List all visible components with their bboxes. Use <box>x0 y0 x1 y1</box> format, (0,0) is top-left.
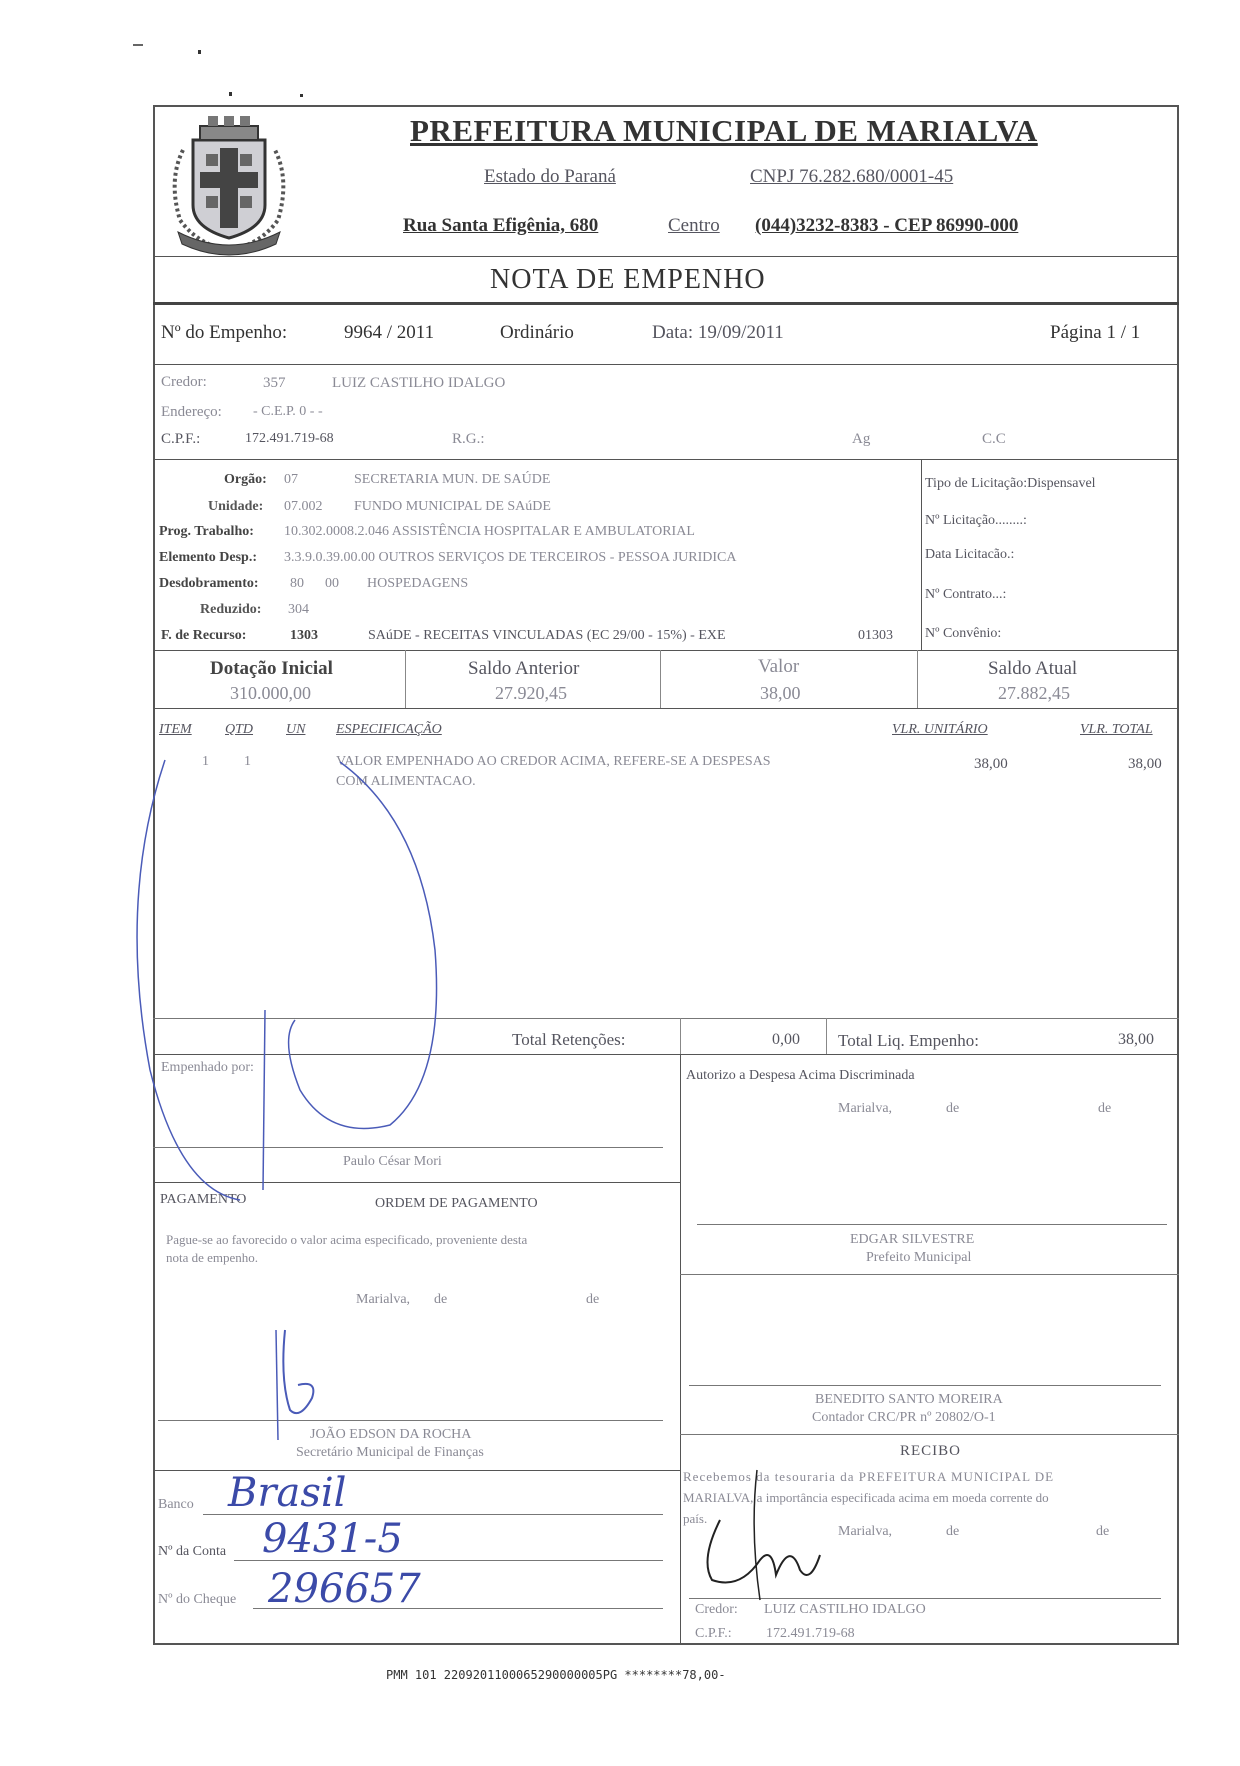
recibo-credor-label: Credor: <box>695 1602 738 1617</box>
autorizo-local: Marialva, <box>838 1101 893 1116</box>
recibo-de1: de <box>946 1524 960 1539</box>
empenho-numero-label: Nº do Empenho: <box>161 322 288 343</box>
credor-nome: LUIZ CASTILHO IDALGO <box>332 375 506 391</box>
credor-endereco-label: Endereço: <box>161 404 222 420</box>
col-item: ITEM <box>159 722 192 737</box>
orgao-cod: 07 <box>284 472 298 487</box>
prog-label: Prog. Trabalho: <box>159 524 254 539</box>
empenho-data: Data: 19/09/2011 <box>652 322 784 343</box>
pagamento-nome: JOÃO EDSON DA ROCHA <box>310 1427 472 1442</box>
pagamento-texto-line2: nota de empenho. <box>166 1250 259 1265</box>
header-telefone-cep: (044)3232-8383 - CEP 86990-000 <box>755 215 1019 236</box>
recurso-label: F. de Recurso: <box>161 628 247 643</box>
header-estado: Estado do Paraná <box>484 166 616 187</box>
autorizo-cargo: Prefeito Municipal <box>866 1250 972 1265</box>
autorizo-nome: EDGAR SILVESTRE <box>850 1232 975 1247</box>
recibo-label: RECIBO <box>900 1443 962 1459</box>
recibo-texto-line2: MARIALVA, a importância especificada acima em moeda corrente do <box>683 1490 1049 1505</box>
autorizo-label: Autorizo a Despesa Acima Discriminada <box>686 1068 915 1083</box>
credor-codigo: 357 <box>263 375 286 391</box>
elemento-label: Elemento Desp.: <box>159 550 257 565</box>
valor-value: 38,00 <box>760 683 801 703</box>
conta-value-handwritten: 9431-5 <box>262 1516 403 1562</box>
prog-value: 10.302.0008.2.046 ASSISTÊNCIA HOSPITALAR E AMBULATORIAL <box>284 524 695 539</box>
licitacao-numero: Nº Licitação........: <box>925 513 1027 528</box>
recibo-credor-nome: LUIZ CASTILHO IDALGO <box>764 1602 926 1617</box>
recibo-de2: de <box>1096 1524 1110 1539</box>
reduzido-value: 304 <box>288 602 309 617</box>
unidade-cod: 07.002 <box>284 499 323 514</box>
pagamento-label: PAGAMENTO <box>160 1192 247 1207</box>
recibo-cpf-value: 172.491.719-68 <box>766 1626 855 1641</box>
col-especificacao: ESPECIFICAÇÃO <box>336 722 442 737</box>
pagamento-texto-line1: Pague-se ao favorecido o valor acima especificado, proveniente desta <box>166 1232 528 1247</box>
empenho-numero: 9964 / 2011 <box>344 322 435 343</box>
item-number: 1 <box>202 754 209 769</box>
recibo-texto-line1: Recebemos da tesouraria da PREFEITURA MUNICIPAL DE <box>683 1469 1055 1484</box>
col-vlr-total: VLR. TOTAL <box>1080 722 1153 737</box>
item-qtd: 1 <box>244 754 251 769</box>
saldo-atual-label: Saldo Atual <box>988 658 1078 679</box>
footer-code: PMM 101 2209201100065290000005PG ********78,00- <box>386 1668 726 1682</box>
recurso-nome: SAúDE - RECEITAS VINCULADAS (EC 29/00 - 15%) - EXE <box>368 628 726 643</box>
desdobramento-label: Desdobramento: <box>159 576 259 591</box>
credor-endereco-value: - C.E.P. 0 - - <box>253 404 323 419</box>
total-retencoes-value: 0,00 <box>772 1031 800 1048</box>
unidade-nome: FUNDO MUNICIPAL DE SAúDE <box>354 499 551 514</box>
contador-nome: BENEDITO SANTO MOREIRA <box>815 1392 1003 1407</box>
saldo-anterior-label: Saldo Anterior <box>468 658 580 679</box>
licitacao-contrato: Nº Contrato...: <box>925 587 1007 602</box>
ordem-pagamento-label: ORDEM DE PAGAMENTO <box>375 1196 538 1211</box>
empenho-pagina: Página 1 / 1 <box>1050 322 1141 343</box>
pagamento-de2: de <box>586 1292 600 1307</box>
conta-label: Nº da Conta <box>158 1544 227 1559</box>
total-liquido-value: 38,00 <box>1118 1031 1154 1048</box>
pagamento-local: Marialva, <box>356 1292 411 1307</box>
saldo-atual-value: 27.882,45 <box>998 683 1070 703</box>
empenho-tipo: Ordinário <box>500 322 574 343</box>
autorizo-de1: de <box>946 1101 960 1116</box>
credor-cpf-value: 172.491.719-68 <box>245 431 334 446</box>
recibo-texto-line3: país. <box>683 1511 708 1526</box>
empenhado-por-label: Empenhado por: <box>161 1060 254 1075</box>
col-un: UN <box>286 722 306 737</box>
orgao-label: Orgão: <box>224 472 267 487</box>
orgao-nome: SECRETARIA MUN. DE SAÚDE <box>354 472 551 487</box>
valor-label: Valor <box>758 656 800 677</box>
recurso-num: 01303 <box>858 628 893 643</box>
unidade-label: Unidade: <box>208 499 264 514</box>
item-vlr-total: 38,00 <box>1128 756 1162 772</box>
doc-title: NOTA DE EMPENHO <box>490 264 766 295</box>
credor-cpf-label: C.P.F.: <box>161 431 201 447</box>
credor-label: Credor: <box>161 374 207 390</box>
cheque-value-handwritten: 296657 <box>268 1566 421 1612</box>
total-retencoes-label: Total Retenções: <box>512 1030 626 1049</box>
pagamento-cargo: Secretário Municipal de Finanças <box>296 1445 484 1460</box>
total-liquido-label: Total Liq. Empenho: <box>838 1031 979 1050</box>
dotacao-inicial-value: 310.000,00 <box>230 683 311 703</box>
banco-label: Banco <box>158 1497 194 1512</box>
licitacao-data: Data Licitacão.: <box>925 547 1015 562</box>
recibo-local: Marialva, <box>838 1524 893 1539</box>
recibo-cpf-label: C.P.F.: <box>695 1626 732 1641</box>
credor-ag-label: Ag <box>852 431 871 447</box>
header-title: PREFEITURA MUNICIPAL DE MARIALVA <box>410 113 1038 148</box>
col-qtd: QTD <box>225 722 254 737</box>
header-centro: Centro <box>668 215 720 236</box>
dotacao-inicial-label: Dotação Inicial <box>210 658 333 679</box>
empenhado-por-nome: Paulo César Mori <box>343 1154 442 1169</box>
header-endereco: Rua Santa Efigênia, 680 <box>403 215 599 236</box>
recurso-cod: 1303 <box>290 628 318 643</box>
contador-cargo: Contador CRC/PR nº 20802/O-1 <box>812 1410 996 1425</box>
col-vlr-unitario: VLR. UNITÁRIO <box>892 722 988 737</box>
elemento-value: 3.3.9.0.39.00.00 OUTROS SERVIÇOS DE TERCEIROS - PESSOA JURIDICA <box>284 550 737 565</box>
pagamento-de1: de <box>434 1292 448 1307</box>
item-especificacao-line2: COM ALIMENTACAO. <box>336 774 476 789</box>
banco-value-handwritten: Brasil <box>228 1470 347 1516</box>
autorizo-de2: de <box>1098 1101 1112 1116</box>
licitacao-tipo: Tipo de Licitação:Dispensavel <box>925 476 1096 491</box>
item-especificacao-line1: VALOR EMPENHADO AO CREDOR ACIMA, REFERE-SE A DESPESAS <box>336 754 771 769</box>
reduzido-label: Reduzido: <box>200 602 262 617</box>
saldo-anterior-value: 27.920,45 <box>495 683 567 703</box>
item-vlr-unitario: 38,00 <box>974 756 1008 772</box>
desdobramento-value: 80 00 HOSPEDAGENS <box>290 576 469 591</box>
credor-rg-label: R.G.: <box>452 431 485 447</box>
credor-cc-label: C.C <box>982 431 1006 447</box>
cheque-label: Nº do Cheque <box>158 1592 237 1607</box>
licitacao-convenio: Nº Convênio: <box>925 626 1002 641</box>
header-cnpj: CNPJ 76.282.680/0001-45 <box>750 166 954 187</box>
